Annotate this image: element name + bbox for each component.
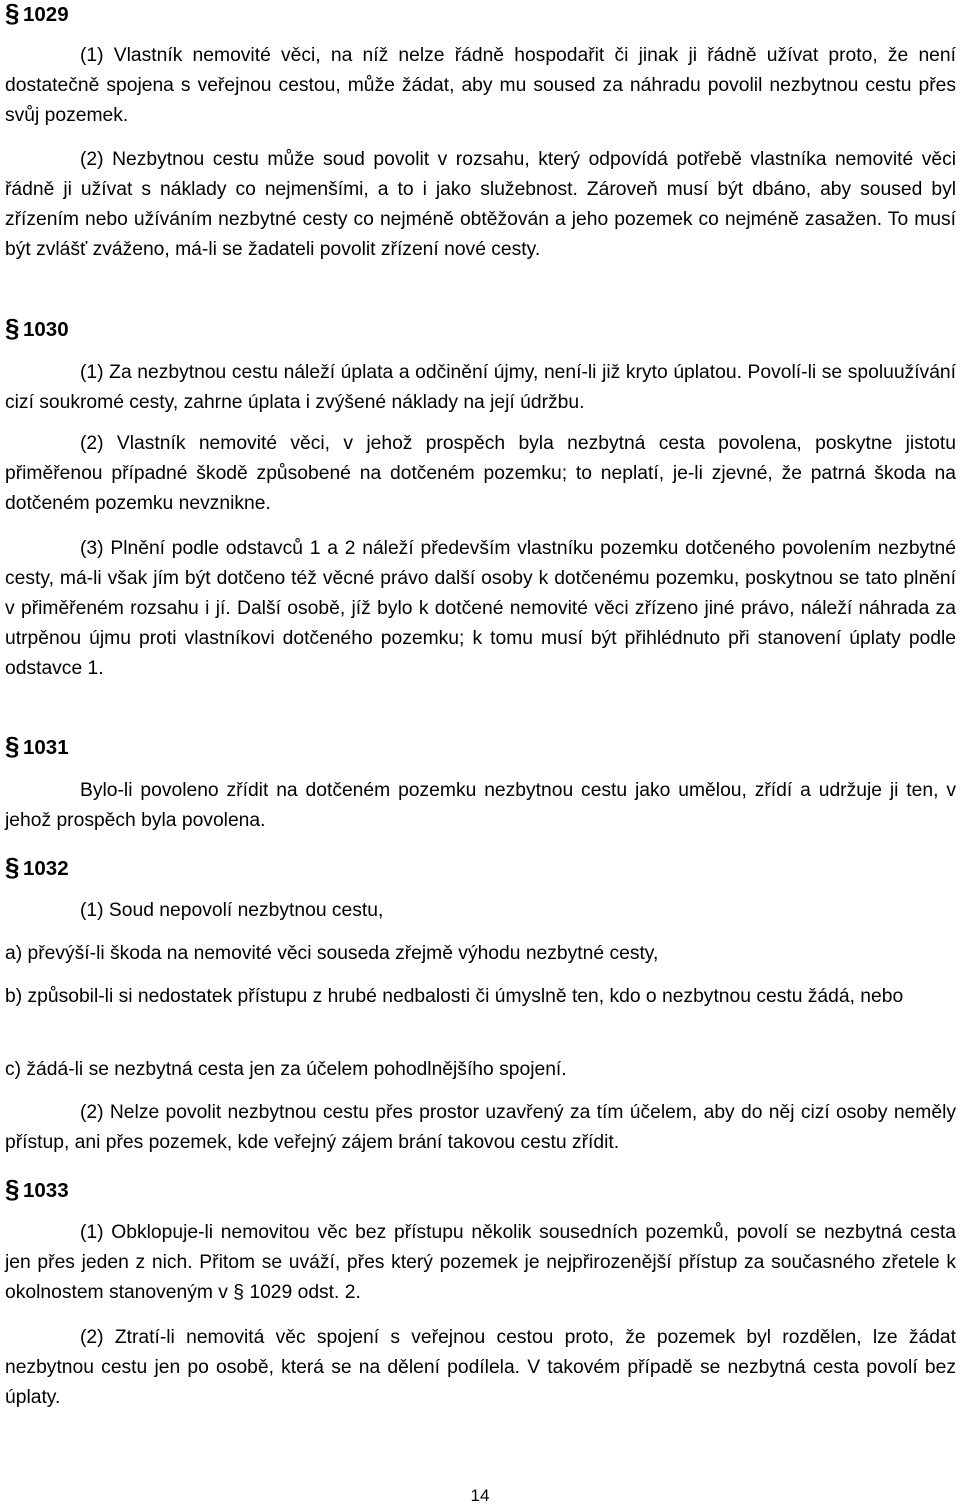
section-sign: § [5,852,20,882]
section-number: 1031 [23,736,69,759]
paragraph-1031: Bylo-li povoleno zřídit na dotčeném pozemku nezbytnou cestu jako umělou, zřídí a udržuje ji ten, v jehož prospěch byla povolena. [5,780,956,831]
section-heading-1029 [5,0,605,27]
section-number: 1030 [23,318,69,341]
section-heading-1033 [5,1173,605,1203]
section-number: 1032 [23,857,69,880]
paragraph-1029-1: (1) Vlastník nemovité věci, na níž nelze řádně hospodařit či jinak ji řádně užívat proto, že není dostatečně spojena s veřejnou cestou, může žádat, aby mu soused za náhradu povolil nezbytnou cestu přes svůj pozemek. [5,45,956,126]
paragraph-1032-1: (1) Soud nepovolí nezbytnou cestu, [80,900,384,921]
paragraph-1032-2: (2) Nelze povolit nezbytnou cestu přes prostor uzavřený za tím účelem, aby do něj cizí osoby neměly přístup, ani přes pozemek, kde veřejný zájem brání takovou cestu zřídit. [5,1102,956,1153]
page-number: 14 [470,1486,490,1505]
section-number: 1029 [23,3,69,26]
section-sign: § [5,313,20,343]
paragraph-1033-2: (2) Ztratí-li nemovitá věc spojení s veřejnou cestou proto, že pozemek byl rozdělen, lze žádat nezbytnou cestu jen po osobě, která se na dělení podílela. V takovém případě se nezbytná cesta povolí bez úplaty. [5,1327,956,1408]
paragraph-1030-3: (3) Plnění podle odstavců 1 a 2 náleží především vlastníku pozemku dotčeného povolením nezbytné cesty, má-li však jím být dotčeno též věcné právo další osoby k dotčenému pozemku, poskytnou se tato plnění v přiměřeném rozsahu i jí. Další osobě, jíž bylo k dotčené nemovité věci zřízeno jiné právo, náleží náhrada za utrpěnou újmu proti vlastníkovi dotčeného pozemku; k tomu musí být přihlédnuto při stanovení úplaty podle odstavce 1. [5,538,956,679]
paragraph-1033-1: (1) Obklopuje-li nemovitou věc bez přístupu několik sousedních pozemků, povolí se nezbytná cesta jen přes jeden z nich. Přitom se uváží, přes který pozemek je nejpřirozenější přístup za současného zřetele k okolnostem stanoveným v § 1029 odst. 2. [5,1222,956,1303]
section-sign: § [5,1174,20,1204]
paragraph-1032-c: c) žádá-li se nezbytná cesta jen za účelem pohodlnějšího spojení. [5,1059,567,1080]
section-sign: § [5,731,20,761]
section-heading-1031 [5,730,605,760]
paragraph-1030-2: (2) Vlastník nemovité věci, v jehož prospěch byla nezbytná cesta povolena, poskytne jistotu přiměřenou případné škodě způsobené na dotčeném pozemku; to neplatí, je-li zjevné, že patrná škoda na dotčeném pozemku nevznikne. [5,433,956,514]
paragraph-1030-1: (1) Za nezbytnou cestu náleží úplata a odčinění újmy, není-li již kryto úplatou. Povolí-li se spoluužívání cizí soukromé cesty, zahrne úplata i zvýšené náklady na její údržbu. [5,362,956,413]
section-heading-1030 [5,312,605,342]
section-number: 1033 [23,1179,69,1202]
paragraph-1029-2: (2) Nezbytnou cestu může soud povolit v rozsahu, který odpovídá potřebě vlastníka nemovité věci řádně ji užívat s náklady co nejmenšími, a to i jako služebnost. Zároveň musí být dbáno, aby soused byl zřízením nebo užíváním nezbytné cesty co nejméně obtěžován a jeho pozemek co nejméně zasažen. To musí být zvlášť zváženo, má-li se žadateli povolit zřízení nové cesty. [5,149,956,260]
section-heading-1032 [5,851,605,881]
paragraph-1032-a: a) převýší-li škoda na nemovité věci souseda zřejmě výhodu nezbytné cesty, [5,943,659,964]
section-sign: § [5,0,20,28]
paragraph-1032-b: b) způsobil-li si nedostatek přístupu z hrubé nedbalosti či úmyslně ten, kdo o nezbytnou cestu žádá, nebo [5,986,904,1007]
